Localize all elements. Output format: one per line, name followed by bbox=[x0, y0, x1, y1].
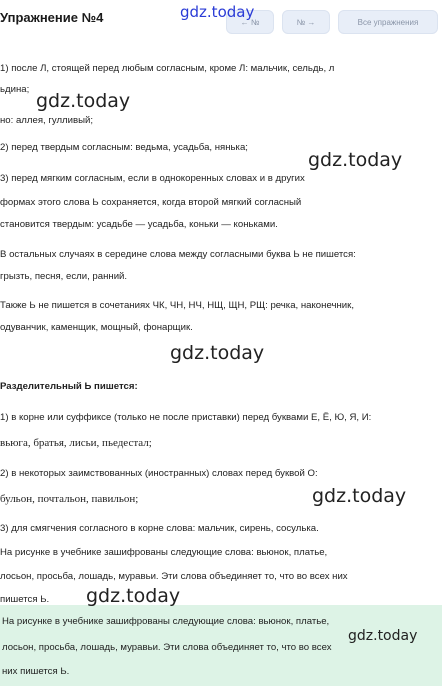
answer-line: них пишется Ь. bbox=[2, 666, 70, 677]
section-heading: Разделительный Ь пишется: bbox=[0, 381, 138, 392]
all-exercises-button[interactable]: Все упражнения bbox=[338, 10, 438, 34]
text-line: ьдина; bbox=[0, 84, 30, 95]
text-line: лосьон, просьба, лошадь, муравьи. Эти слова объединяет то, что во всех них bbox=[0, 571, 348, 582]
watermark: gdz.today bbox=[86, 585, 181, 607]
page-title: Упражнение №4 bbox=[0, 10, 104, 25]
text-line: Также Ь не пишется в сочетаниях ЧК, ЧН, НЧ, НЩ, ЩН, РЩ: речка, наконечник, bbox=[0, 300, 354, 311]
watermark: gdz.today bbox=[348, 628, 418, 644]
answer-line: На рисунке в учебнике зашифрованы следующие слова: вьюнок, платье, bbox=[2, 616, 330, 627]
text-line: 2) перед твердым согласным: ведьма, усадьба, нянька; bbox=[0, 142, 248, 153]
text-line: одуванчик, каменщик, мощный, фонарщик. bbox=[0, 322, 193, 333]
text-line: 2) в некоторых заимствованных (иностранных) словах перед буквой О: bbox=[0, 468, 318, 479]
text-line: становится твердым: усадьбе — усадьба, коньки — коньками. bbox=[0, 219, 278, 230]
example-words: бульон, почтальон, павильон; bbox=[0, 493, 139, 505]
watermark: gdz.today bbox=[36, 90, 131, 112]
text-line: но: аллея, гулливый; bbox=[0, 115, 94, 126]
watermark: gdz.today bbox=[180, 3, 255, 21]
text-line: формах этого слова Ь сохраняется, когда второй мягкий согласный bbox=[0, 197, 302, 208]
text-line: 1) в корне или суффиксе (только не после приставки) перед буквами Е, Ё, Ю, Я, И: bbox=[0, 412, 372, 423]
prev-exercise-button[interactable]: ← № bbox=[226, 10, 274, 34]
example-words: вьюга, братья, лисьи, пьедестал; bbox=[0, 437, 152, 449]
text-line: пишется Ь. bbox=[0, 594, 50, 605]
watermark: gdz.today bbox=[312, 485, 407, 507]
text-line: 1) после Л, стоящей перед любым согласным, кроме Л: мальчик, сельдь, л bbox=[0, 63, 335, 74]
watermark: gdz.today bbox=[308, 149, 403, 171]
answer-box bbox=[0, 605, 442, 686]
text-line: 3) для смягчения согласного в корне слова: мальчик, сирень, сосулька. bbox=[0, 523, 319, 534]
text-line: На рисунке в учебнике зашифрованы следующие слова: вьюнок, платье, bbox=[0, 547, 328, 558]
answer-line: лосьон, просьба, лошадь, муравьи. Эти слова объединяет то, что во всех bbox=[2, 642, 332, 653]
next-exercise-button[interactable]: № → bbox=[282, 10, 330, 34]
text-line: 3) перед мягким согласным, если в однокоренных словах и в других bbox=[0, 173, 305, 184]
text-line: В остальных случаях в середине слова между согласными буква Ь не пишется: bbox=[0, 249, 356, 260]
text-line: грызть, песня, если, ранний. bbox=[0, 271, 128, 282]
watermark: gdz.today bbox=[170, 342, 265, 364]
